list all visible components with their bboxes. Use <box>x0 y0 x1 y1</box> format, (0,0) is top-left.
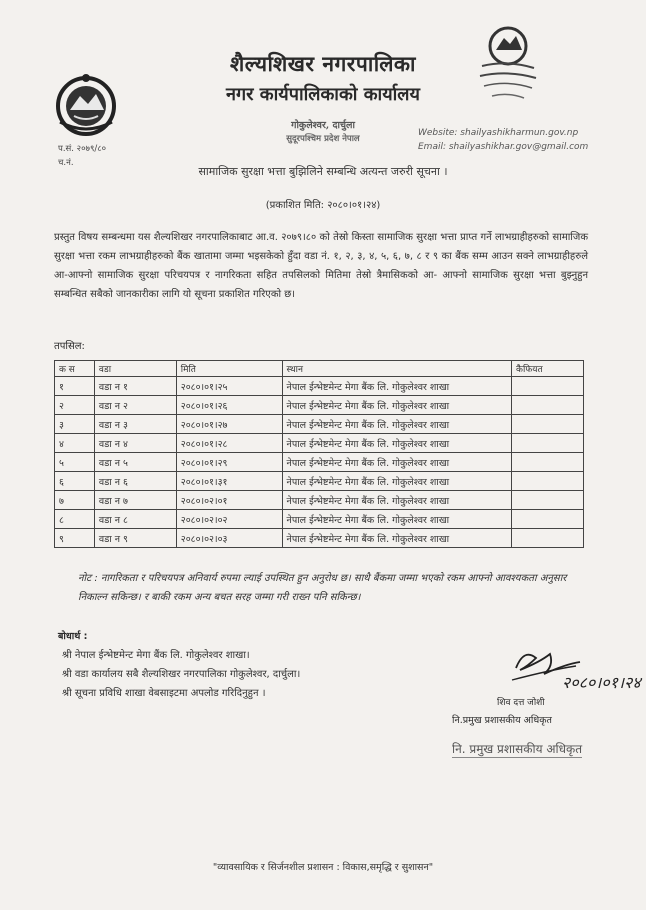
copy-to-item: श्री सूचना प्रविधि शाखा वेबसाइटमा अपलोड गरिदिनुहुन । <box>62 688 266 699</box>
table-row <box>55 491 584 510</box>
cell-remarks <box>512 453 584 472</box>
table-row <box>55 510 584 529</box>
cell-location: नेपाल ईन्भेष्टमेन्ट मेगा बैंक लि. गोकुलेश्वर शाखा <box>282 453 512 472</box>
cell-remarks <box>512 472 584 491</box>
cell-serial: ५ <box>55 453 95 472</box>
col-header-remarks: कैफियत <box>512 361 584 377</box>
table-row <box>55 434 584 453</box>
cell-serial: ३ <box>55 415 95 434</box>
cell-ward: वडा न २ <box>94 396 176 415</box>
schedule-label: तपसिल: <box>54 341 85 352</box>
notice-body: प्रस्तुत विषय सम्बन्धमा यस शैल्यशिखर नगरपालिकाबाट आ.व. २०७९।८० को तेस्रो किस्ता सामाजिक सुरक्षा भत्ता प्राप्त गर्ने लाभग्राहीहरुको सामाजिक सुरक्षा भत्ता रकम लाभग्राहीहरुको बैंक खातामा जम्मा भइसकेको हुँदा वडा नं. १, २, ३, ४, ५, ६, ७, ८ र ९ का बैंक सम्म आउन सक्ने लाभग्राहीहरुले आ-आफ्नो सामाजिक सुरक्षा परिचयपत्र र नागरिकता सहित तपसिलको मितिमा तेस्रो त्रैमासिकको आ- आफ्नो सामाजिक सुरक्षा भत्ता बुझ्नुहुन सम्बन्धित सबैको जानकारीका लागि यो सूचना प्रकाशित गरिएको छ। <box>54 232 588 300</box>
cell-date: २०८०।०१।३१ <box>176 472 282 491</box>
handwritten-signature <box>500 640 646 698</box>
cell-serial: ७ <box>55 491 95 510</box>
cell-date: २०८०।०२।०२ <box>176 510 282 529</box>
col-header-date: मिति <box>176 361 282 377</box>
cell-ward: वडा न ६ <box>94 472 176 491</box>
table-row <box>55 529 584 548</box>
cell-location: नेपाल ईन्भेष्टमेन्ट मेगा बैंक लि. गोकुलेश्वर शाखा <box>282 434 512 453</box>
copy-to-item: श्री वडा कार्यालय सबै शैल्यशिखर नगरपालिका गोकुलेश्वर, दार्चुला। <box>62 669 301 680</box>
published-date: (प्रकाशित मिति: २०८०।०१।२४) <box>265 200 381 211</box>
dispatch-number: च.नं. <box>58 158 74 168</box>
cell-location: नेपाल ईन्भेष्टमेन्ट मेगा बैंक लि. गोकुलेश्वर शाखा <box>282 491 512 510</box>
cell-ward: वडा न ३ <box>94 415 176 434</box>
cell-location: नेपाल ईन्भेष्टमेन्ट मेगा बैंक लि. गोकुलेश्वर शाखा <box>282 510 512 529</box>
cell-location: नेपाल ईन्भेष्टमेन्ट मेगा बैंक लि. गोकुलेश्वर शाखा <box>282 396 512 415</box>
cell-location: नेपाल ईन्भेष्टमेन्ट मेगा बैंक लि. गोकुलेश्वर शाखा <box>282 377 512 396</box>
cell-ward: वडा न ८ <box>94 510 176 529</box>
cell-ward: वडा न ९ <box>94 529 176 548</box>
distribution-schedule-table <box>54 360 584 548</box>
cell-date: २०८०।०१।२६ <box>176 396 282 415</box>
cell-ward: वडा न ४ <box>94 434 176 453</box>
cell-date: २०८०।०१।२९ <box>176 453 282 472</box>
province-name: सुदूरपश्चिम प्रदेश नेपाल <box>286 134 360 144</box>
cell-serial: १ <box>55 377 95 396</box>
email-text: Email: shailyashikhar.gov@gmail.com <box>418 142 589 152</box>
cell-serial: २ <box>55 396 95 415</box>
office-location: गोकुलेश्वर, दार्चुला <box>291 120 355 131</box>
footer-slogan: "व्यावसायिक र सिर्जनशील प्रशासन : विकास,समृद्धि र सुशासन" <box>212 862 434 873</box>
cell-location: नेपाल ईन्भेष्टमेन्ट मेगा बैंक लि. गोकुलेश्वर शाखा <box>282 415 512 434</box>
cell-remarks <box>512 529 584 548</box>
signer-name: शिव दत्त जोशी <box>497 698 545 708</box>
cell-location: नेपाल ईन्भेष्टमेन्ट मेगा बैंक लि. गोकुलेश्वर शाखा <box>282 529 512 548</box>
municipality-name: शैल्यशिखर नगरपालिका <box>229 51 417 76</box>
cell-date: २०८०।०१।२५ <box>176 377 282 396</box>
cell-date: २०८०।०२।०१ <box>176 491 282 510</box>
copy-to-item: श्री नेपाल ईन्भेष्टमेन्ट मेगा बैंक लि. गोकुलेश्वर शाखा। <box>62 650 250 661</box>
cell-ward: वडा न ५ <box>94 453 176 472</box>
col-header-location: स्थान <box>282 361 512 377</box>
notice-note: नोट : नागरिकता र परिचयपत्र अनिवार्य रुपमा ल्याई उपस्थित हुन अनुरोध छ। साथै बैंकमा जम्मा भएको रकम आफ्नो आवश्यकता अनुसार निकाल्न सकिन्छ। र बाकी रकम अन्य बचत सरह जम्मा गरी राख्न पनि सकिन्छ। <box>78 573 567 603</box>
official-stamp: नि. प्रमुख प्रशासकीय अधिकृत <box>452 742 583 756</box>
cell-remarks <box>512 491 584 510</box>
cell-ward: वडा न १ <box>94 377 176 396</box>
table-row <box>55 472 584 491</box>
cell-date: २०८०।०१।२८ <box>176 434 282 453</box>
cell-serial: ९ <box>55 529 95 548</box>
cell-remarks <box>512 415 584 434</box>
col-header-serial: क स <box>55 361 95 377</box>
signature-date: २०८०।०१।२४ <box>562 673 641 692</box>
cell-remarks <box>512 377 584 396</box>
cell-remarks <box>512 510 584 529</box>
col-header-ward: वडा <box>94 361 176 377</box>
reference-number: प.सं. २०७९/८० <box>58 144 107 154</box>
website-text: Website: shailyashikharmun.gov.np <box>418 128 579 138</box>
copy-to-title: बोधार्थ : <box>58 631 88 642</box>
office-name: नगर कार्यपालिकाको कार्यालय <box>226 84 420 105</box>
cell-date: २०८०।०२।०३ <box>176 529 282 548</box>
cell-date: २०८०।०१।२७ <box>176 415 282 434</box>
cell-ward: वडा न ७ <box>94 491 176 510</box>
cell-remarks <box>512 396 584 415</box>
cell-serial: ८ <box>55 510 95 529</box>
cell-serial: ६ <box>55 472 95 491</box>
cell-serial: ४ <box>55 434 95 453</box>
table-header-row <box>55 361 584 377</box>
cell-remarks <box>512 434 584 453</box>
notice-subject: सामाजिक सुरक्षा भत्ता बुझिलिने सम्बन्धि अत्यन्त जरुरी सूचना । <box>198 165 448 178</box>
table-row <box>55 415 584 434</box>
government-emblem-icon <box>44 70 128 142</box>
cell-location: नेपाल ईन्भेष्टमेन्ट मेगा बैंक लि. गोकुलेश्वर शाखा <box>282 472 512 491</box>
table-row <box>55 453 584 472</box>
table-row <box>55 396 584 415</box>
table-row <box>55 377 584 396</box>
signer-title: नि.प्रमुख प्रशासकीय अधिकृत <box>452 715 552 726</box>
